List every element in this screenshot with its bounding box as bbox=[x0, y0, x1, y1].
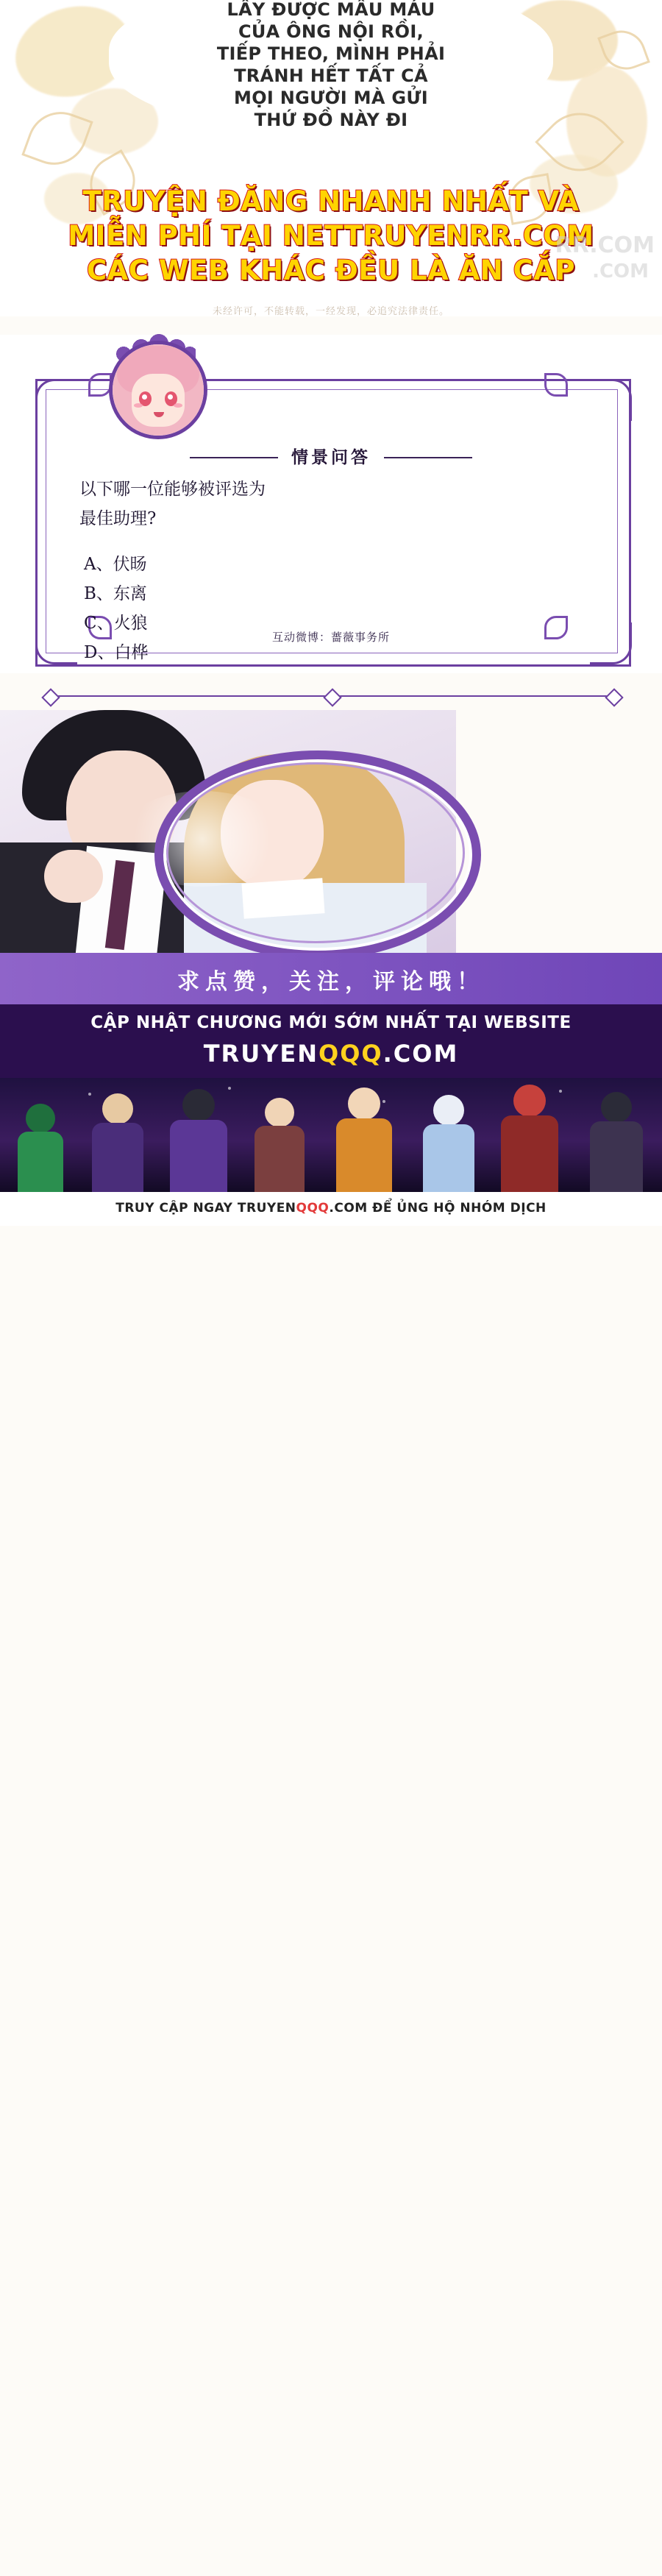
divider-diamond bbox=[605, 688, 623, 706]
speech-line: LẤY ĐƯỢC MẪU MÁU bbox=[227, 0, 435, 20]
frame-flourish bbox=[544, 373, 568, 397]
footer bbox=[0, 1192, 662, 1226]
frame-corner-ornament bbox=[590, 379, 632, 421]
male-character-hand bbox=[44, 850, 103, 903]
speech-bubble-text bbox=[109, 0, 553, 131]
character-face bbox=[132, 374, 185, 427]
speech-line: TIẾP THEO, MÌNH PHẢI bbox=[216, 43, 446, 64]
character-blush-right bbox=[174, 403, 182, 408]
promo-line-3: CÁC WEB KHÁC ĐỀU LÀ ĂN CẮP bbox=[87, 255, 575, 286]
quiz-panel bbox=[0, 335, 662, 673]
quiz-question-line-1: 以下哪一位能够被评选为 bbox=[79, 480, 266, 499]
like-follow-text: 求点赞，关注，评论哦！ bbox=[177, 969, 485, 995]
speech-line: THỨ ĐỒ NÀY ĐI bbox=[254, 110, 408, 130]
quiz-title bbox=[0, 444, 662, 468]
frame-corner-ornament bbox=[35, 379, 77, 421]
collage-character bbox=[158, 1089, 239, 1192]
footer-suffix: .COM ĐỂ ỦNG HỘ NHÓM DỊCH bbox=[329, 1201, 547, 1216]
quiz-title-rule-right bbox=[384, 457, 472, 458]
character-medallion bbox=[103, 335, 206, 438]
quiz-title-rule-left bbox=[190, 457, 278, 458]
collage-character bbox=[81, 1093, 154, 1192]
divider-flourish bbox=[44, 681, 618, 710]
footer-qqq: QQQ bbox=[296, 1201, 330, 1216]
website-promo-line: CẬP NHẬT CHƯƠNG MỚI SỚM NHẤT TẠI WEBSITE bbox=[90, 1013, 572, 1032]
speech-line: MỌI NGƯỜI MÀ GỬI bbox=[234, 88, 428, 108]
collage-character bbox=[324, 1087, 405, 1192]
promo-ghost-text-1: RR.COM bbox=[555, 233, 655, 258]
medallion-ring bbox=[109, 341, 207, 439]
promo-site-name: NETTRUYENRR.COM bbox=[282, 220, 594, 252]
collage-character bbox=[243, 1098, 316, 1192]
quiz-option-b[interactable]: B、东离 bbox=[84, 584, 147, 603]
website-brand[interactable] bbox=[0, 1040, 662, 1068]
quiz-option-a[interactable]: A、伏旸 bbox=[84, 555, 147, 574]
quiz-option-d[interactable]: D、白桦 bbox=[84, 643, 149, 662]
website-promo-band bbox=[0, 1004, 662, 1078]
character-mouth bbox=[154, 412, 164, 417]
collage-character bbox=[489, 1085, 570, 1192]
quiz-footer-credit: 互动微博：薔薇事务所 bbox=[271, 631, 390, 644]
footer-prefix: TRUY CẬP NGAY TRUYEN bbox=[115, 1201, 296, 1216]
copyright-notice: 未经许可，不能转载，一经发现，必追究法律责任。 bbox=[212, 306, 449, 317]
promo-ghost-text-2: .COM bbox=[592, 260, 649, 283]
footer-text[interactable] bbox=[0, 1201, 662, 1216]
promo-line-1: TRUYỆN ĐĂNG NHANH NHẤT VÀ bbox=[82, 185, 580, 217]
character-blush-left bbox=[134, 403, 143, 408]
promo-line-2-prefix: MIỄN PHÍ TẠI bbox=[68, 220, 282, 252]
collage-character bbox=[7, 1104, 74, 1192]
character-collage bbox=[0, 1078, 662, 1192]
like-follow-band bbox=[0, 953, 662, 1004]
website-brand-prefix: TRUYEN bbox=[203, 1040, 318, 1068]
speech-line: TRÁNH HẾT TẤT CẢ bbox=[234, 65, 428, 86]
website-brand-qqq: QQQ bbox=[318, 1040, 383, 1068]
illustration-panel bbox=[0, 673, 662, 953]
collage-character bbox=[412, 1096, 485, 1192]
quiz-option-c[interactable]: C、火狼 bbox=[84, 614, 148, 633]
quiz-title-text: 情景问答 bbox=[291, 447, 371, 467]
speech-line: CỦA ÔNG NỘI RỒI, bbox=[238, 21, 424, 42]
quiz-question-line-2: 最佳助理? bbox=[79, 509, 157, 528]
oval-frame-inner bbox=[166, 762, 465, 943]
divider-diamond bbox=[41, 688, 60, 706]
collage-character bbox=[577, 1093, 655, 1192]
promo-banner bbox=[0, 184, 662, 309]
divider-diamond bbox=[323, 688, 341, 706]
website-brand-suffix: .COM bbox=[382, 1040, 459, 1068]
